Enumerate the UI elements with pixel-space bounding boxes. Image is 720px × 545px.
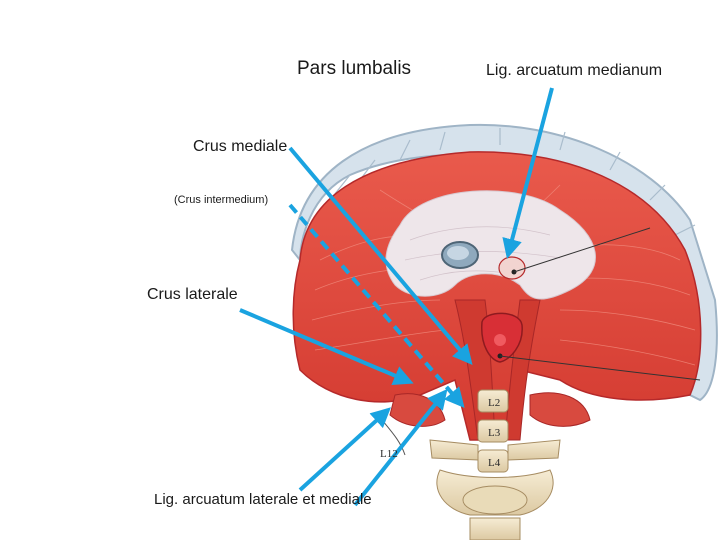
psoas-right	[530, 393, 590, 427]
vertebra-label-l3: L3	[488, 427, 501, 439]
vertebra-label-l2: L2	[488, 397, 501, 409]
esophageal-hiatus	[499, 257, 525, 279]
psoas-left	[390, 394, 445, 427]
label-lig-arcuatum-laterale-mediale: Lig. arcuatum laterale et mediale	[154, 491, 372, 508]
label-crus-intermedium: (Crus intermedium)	[174, 194, 269, 206]
label-crus-laterale: Crus laterale	[147, 286, 238, 303]
vertebra-label-l4: L4	[488, 457, 501, 469]
label-crus-mediale: Crus mediale	[193, 138, 288, 155]
vertebra-label-l12: L12	[380, 448, 398, 460]
label-lig-arcuatum-medianum: Lig. arcuatum medianum	[486, 62, 663, 79]
label-pars-lumbalis: Pars lumbalis	[297, 58, 412, 79]
